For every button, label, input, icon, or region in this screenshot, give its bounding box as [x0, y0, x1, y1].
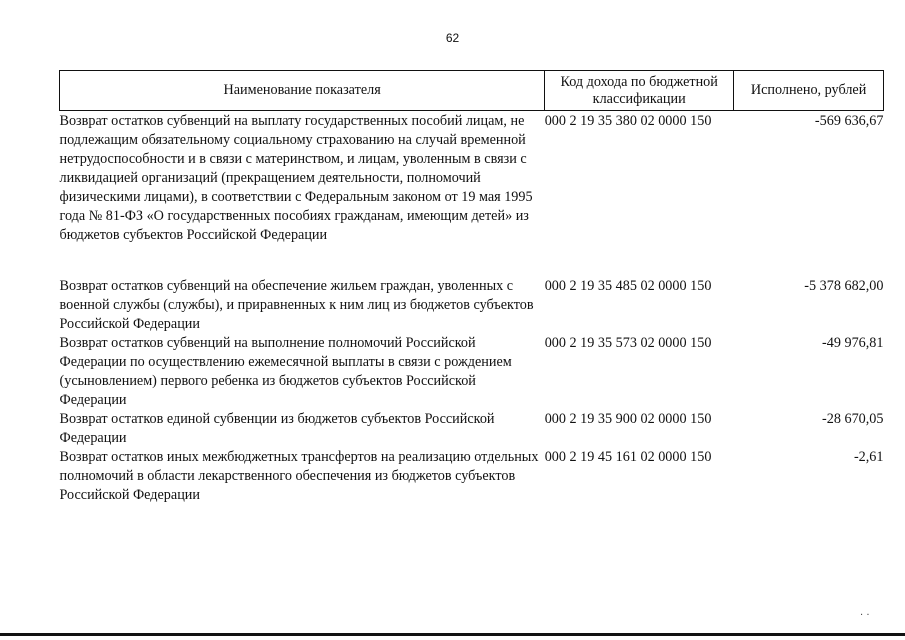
table-row — [60, 448, 884, 505]
row-name: Возврат остатков субвенций на выполнение полномочий Российской Федерации по осуществлению ежемесячной выплаты в связи с рождением (усыновлением) первого ребенка из бюджетов субъектов Российской Федерации — [59, 335, 512, 408]
table-header-row — [60, 71, 884, 111]
row-spacer — [60, 245, 884, 277]
row-amount: -5 378 682,00 — [804, 278, 884, 294]
row-code: 000 2 19 35 573 02 0000 150 — [544, 335, 712, 351]
row-code: 000 2 19 35 900 02 0000 150 — [544, 411, 712, 427]
table-row — [60, 334, 884, 410]
row-name: Возврат остатков субвенций на обеспечение жильем граждан, уволенных с военной службы (службы), и приравненных к ним лиц из бюджетов субъектов Российской Федерации — [59, 278, 534, 332]
scan-specks: · · — [860, 610, 870, 621]
row-amount: -2,61 — [853, 449, 884, 465]
row-amount: -28 670,05 — [822, 411, 884, 427]
table-row — [60, 111, 884, 246]
bottom-scan-border — [0, 633, 905, 636]
row-amount: -49 976,81 — [822, 335, 884, 351]
column-header-amount: Исполнено, рублей — [734, 71, 884, 111]
row-code: 000 2 19 45 161 02 0000 150 — [544, 449, 712, 465]
row-name: Возврат остатков единой субвенции из бюджетов субъектов Российской Федерации — [59, 411, 495, 446]
revenue-table — [59, 70, 884, 505]
row-name: Возврат остатков иных межбюджетных трансфертов на реализацию отдельных полномочий в области лекарственного обеспечения из бюджетов субъектов Российской Федерации — [59, 449, 539, 503]
column-header-name: Наименование показателя — [60, 71, 545, 111]
page-number: 62 — [445, 31, 460, 45]
table-row — [60, 410, 884, 448]
row-code: 000 2 19 35 485 02 0000 150 — [544, 278, 712, 294]
table-row — [60, 277, 884, 334]
row-amount: -569 636,67 — [814, 113, 884, 129]
column-header-code: Код дохода по бюджетной классификации — [545, 71, 734, 111]
row-name: Возврат остатков субвенций на выплату государственных пособий лицам, не подлежащим обязательному социальному страхованию на случай временной нетрудоспособности и в связи с материнством, и лицам, уволенным в связи с ликвидацией организаций (прекращением деятельности, полномочий физическими лицами), в соответствии с Федеральным законом от 19 мая 1995 года № 81-ФЗ «О государственных пособиях гражданам, имеющим детей» из бюджетов субъектов Российской Федерации — [59, 113, 533, 243]
row-code: 000 2 19 35 380 02 0000 150 — [544, 113, 712, 129]
